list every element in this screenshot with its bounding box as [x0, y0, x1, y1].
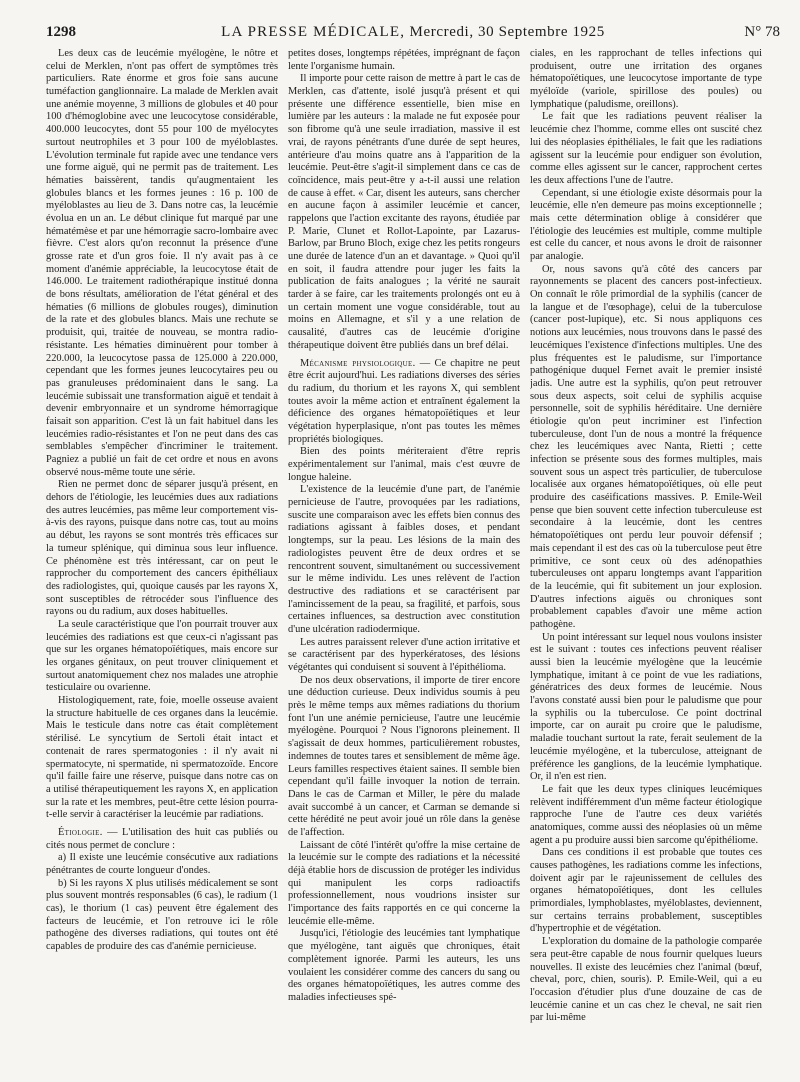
paragraph: Jusqu'ici, l'étiologie des leucémies tant lymphatique que myélogène, tant aiguës que chroniques, était complètement ignorée. Parmi les auteurs, les uns voulaient les considérer comme des cancers du sang ou des organes hématopoïétiques, les autres comme des maladies infectieuses spé- — [288, 928, 520, 1003]
page-number: 1298 — [46, 24, 76, 40]
paragraph: ciales, en les rapprochant de telles infections qui produisent, outre une irritation des organes hématopoïétiques, une leucocytose importante de type myéloïde (variole, spirillose des poules) ou lymphatique (paludisme, oreillons). — [530, 48, 762, 110]
section-intro: — L'utilisation des huit cas publiés ou cités nous permet de conclure : — [46, 826, 278, 851]
column-right — [530, 48, 762, 1078]
issue-date: Mercredi, 30 Septembre 1925 — [409, 24, 605, 40]
paragraph: Rien ne permet donc de séparer jusqu'à présent, en dehors de l'étiologie, les leucémies dues aux radiations des autres leucémies, pas même leur comportement vis-à-vis des rayons, puisque dans notre cas, tout au moins au début, les rayons se sont montrés très efficaces sur la tumeur splénique, qui diminua sous leur influence. Ce phénomène est très intéressant, car on peut le rapprocher du comportement des cancers épithéliaux des radiologistes, qui, quoique causés par les rayons X, sont susceptibles de rétrocéder sous l'influence des rayons ou du radium, aux doses habituelles. — [46, 479, 278, 618]
paragraph: La seule caractéristique que l'on pourrait trouver aux leucémies des radiations est que ceux-ci n'agissant pas que sur les organes hématopoïétiques, mais encore sur les organes génitaux, on peut trouver cliniquement et surtout anatomiquement chez nos malades une atrophie testiculaire ou ovarienne. — [46, 618, 278, 694]
paragraph: Or, nous savons qu'à côté des cancers par rayonnements se placent des cancers post-infectieux. On connaît le rôle primordial de la syphilis (cancer de la langue et de l'œsophage), celui de la tuberculose (cancer post-lupique), etc. Si nous appliquons ces notions aux leucémies, nous trouvons dans le passé des leucémiques l'existence d'infections multiples. Une des plus fréquentes est le paludisme, sur l'importance pathogénique duquel Fernet avait le premier insisté jadis. Une autre est la syphilis, qu'on peut retrouver sous deux aspects, soit celui de syphilis acquise personnelle, soit de syphilis héréditaire. Une dernière étiologie qu'on peut incriminer est l'infection tuberculeuse, dont l'un de nous a montré la fréquence chez les leucémiques avec Nanta, Rietti ; cette infection se présente sous des formes multiples, mais souvent sous un aspect très particulier, de tuberculose localisée aux organes hématopoïétiques, où elle peut produire des caséifications massives. P. Emile-Weil pense que bien souvent cette infection tuberculeuse est secondaire à la leucémie, dont les centres hématopoïétiques ont perdu leur pouvoir défensif ; mais cependant il est des cas où la tuberculose peut être primitive, ce sont ceux où des adénopathies tuberculeuses ont apparu longtemps avant l'apparition de la leucémie, qui fit subitement un jour explosion. D'autres infections aiguës ou chroniques sont probablement capables d'avoir une même action pathogène. — [530, 263, 762, 630]
issue-number: N° 78 — [744, 24, 780, 40]
paragraph: Bien des points mériteraient d'être repris expérimentalement sur l'animal, mais c'est œuvre de longue haleine. — [288, 446, 520, 483]
section-heading: Mécanisme physiologique. — [300, 357, 416, 369]
paragraph: Laissant de côté l'intérêt qu'offre la mise certaine de la leucémie sur le compte des radiations et la nécessité déjà établie hors de discussion de protéger les individus qui manipulent les corps radioactifs professionnellement, nous voudrions insister sur l'importance des faits rapportés en ce qui concerne la leucémie elle-même. — [288, 839, 520, 927]
paragraph: Les autres paraissent relever d'une action irritative et se caractérisent par des hyperkératoses, des lésions végétantes qui conduisent si souvent à l'épithélioma. — [288, 636, 520, 673]
paragraph: Cependant, si une étiologie existe désormais pour la leucémie, elle n'en demeure pas moins exceptionnelle ; mais cette détermination oblige à considérer que l'étiologie des leucémies est multiple, comme multiple est celle du cancer, et nous avons le droit de raisonner par analogie. — [530, 187, 762, 262]
column-left — [46, 48, 278, 1078]
paragraph: Dans ces conditions il est probable que toutes ces causes pathogènes, les radiations comme les infections, doivent agir par le rajeunissement de cellules des organes hématopoïétiques, dont les cellules primordiales, lymphoblastes, myéloblastes, deviennent, sur certains terrains probablement, susceptibles d'hypertrophie et de végétation. — [530, 847, 762, 935]
section-heading: Étiologie. — [58, 826, 103, 838]
section-intro: — Ce chapitre ne peut être écrit aujourd'hui. Les radiations diverses des séries du radium, du thorium et les rayons X, qui semblent toutes avoir la même action et entraînent également la déficience des organes hématopoïétiques et leur végétation hyperplasique, n'ont pas toutes les mêmes propriétés biologiques. — [288, 357, 520, 445]
paragraph: Les deux cas de leucémie myélogène, le nôtre et celui de Merklen, n'ont pas offert de symptômes très particuliers. Rate énorme et gros foie sans aucune tuméfaction ganglionnaire. La malade de Merklen avait une anémie moyenne, 3 millions de globules et 40 pour 100 d'hémoglobine avec une leucocytose considérable, 400.000 leucocytes, dont 55 pour 100 de myélocytes surtout neutrophiles et 3 pour 100 de myéloblastes. L'évolution terminale fut rapide avec une tendance vers une forme aiguë, qui ne permit pas de traitement. Les hématies baissèrent, tandis qu'augmentaient les globules blancs et les formes jeunes : 16 p. 100 de myéloblastes au lieu de 3. Dans notre cas, la leucémie évolua en un an. Le début clinique fut marqué par une hématémèse et par une hémorragie sacro-lombaire avec fièvre. C'est alors qu'on reconnut la présence d'une grosse rate et d'un gros foie. Il n'y avait pas à ce moment d'anémie appréciable, la leucocytose était de 146.000. Le traitement radiothérapique institué donna de bons résultats, amélioration de l'état général et des hématies (6 millions de globules rouges), diminution de la rate et des globules blancs. Mais une rechute se produisit, qui, traitée de nouveau, se montra radio-résistante. Les hématies diminuèrent pour tomber à 220.000, la leucocytose passa de 125.000 à 220.000, cependant que les formes jeunes leucocytaires peu ou pas granuleuses prédominaient dans le sang. La leucémie subissait une transformation aiguë et tendait à devenir embryonnaire et un syndrome hémorragique faisait son apparition. C'est là un fait habituel dans les leucémies radio-résistantes et l'on ne peut dans des cas semblables s'empêcher d'incriminer le traitement. Pagniez a publié un fait de cet ordre et nous en avons observé nous-même toute une série. — [46, 48, 278, 478]
paragraph: Le fait que les deux types cliniques leucémiques relèvent indifféremment d'un même facteur étiologique rapproche l'une de l'autre ces deux variétés anatomiques, comme aussi des néoplasies où un même agent a pu produire aussi bien sarcome qu'épithéliome. — [530, 783, 762, 846]
column-middle — [288, 48, 520, 1078]
conclusion-b: b) Si les rayons X plus utilisés médicalement se sont plus souvent montrés responsables (6 cas), le radium (1 cas), le thorium (1 cas) peuvent être également des facteurs de leucémie, et l'on retrouve ici le rôle pathogène des diverses radiations, qui toutes ont été capables de produire des cas d'anémie pernicieuse. — [46, 877, 278, 953]
section-etiologie — [46, 827, 278, 852]
paragraph: L'existence de la leucémie d'une part, de l'anémie pernicieuse de l'autre, provoquées par les radiations, suscite une comparaison avec les effets bien connus des radiations agissant à faibles doses, et pendant longtemps, sur la peau. Les lésions de la main des radiologistes peuvent être de deux ordres et se rencontrent souvent, simultanément ou successivement sur le même individu. Les unes relèvent de l'action destructive des radiations et se caractérisent par l'amincissement de la peau, sa fragilité, et parfois, sous certaines influences, sa destruction avec constitution d'une ulcération radiodermique. — [288, 484, 520, 635]
page-header — [46, 22, 780, 42]
paragraph: L'exploration du domaine de la pathologie comparée sera peut-être capable de nous fournir quelques lueurs nouvelles. Il existe des leucémies chez l'animal (bœuf, cheval, porc, chien, souris). P. Emile-Weil, qui a eu l'occasion d'étudier plus d'une douzaine de cas de leucémie canine et un cas chez le cheval, ne sait rien par lui-même — [530, 936, 762, 1024]
paragraph: petites doses, longtemps répétées, imprégnant de façon lente l'organisme humain. — [288, 48, 520, 72]
conclusion-a: a) Il existe une leucémie consécutive aux radiations pénétrantes de courte longueur d'ondes. — [46, 852, 278, 876]
section-mecanisme — [288, 358, 520, 447]
publication-title: LA PRESSE MÉDICALE, — [221, 24, 406, 40]
paragraph: Il importe pour cette raison de mettre à part le cas de Merklen, cas d'attente, isolé jusqu'à présent et qui présente une différence essentielle, bien mise en lumière par les auteurs : la malade ne fut exposée pour son fibrome qu'à une seule irradiation, massive il est vrai, de rayons pénétrants d'une durée de sept heures, antérieure d'au moins quatre ans à l'apparition de la leucémie. Peut-être s'agit-il simplement dans ce cas de coïncidence, mais peut-être y a-t-il aussi une relation de cause à effet. « Car, disent les auteurs, sans chercher en aucune façon à assimiler leucémie et cancer, rappelons que l'action excitante des rayons, étudiée par P. Marie, Clunet et Rollot-Lapointe, par Lazarus-Barlow, par Bruno Bloch, exige chez les petits rongeurs une durée de latence d'un an et davantage. » Quoi qu'il en soit, il faudra attendre pour juger les faits la publication de faits analogues ; la vérité ne saurait tarder à se faire, car les traitements prolongés ont eu à un certain moment une vogue considérable, tout au moins en Allemagne, et s'il y a une relation de causalité, d'autres cas de leucémie d'origine thérapeutique doivent être publiés dans un bref délai. — [288, 73, 520, 351]
paragraph: Un point intéressant sur lequel nous voulons insister est le suivant : toutes ces infections peuvent réaliser aussi bien la leucémie myélogène que la leucémie lymphatique, imitant à ce point de vue les radiations, génératrices des deux formes de leucémie. Nous l'avons constaté aussi bien pour le paludisme que pour la syphilis ou la tuberculose. Ce point doctrinal importe, car on aurait pu croire que le paludisme, maladie touchant surtout la rate, ferait seulement de la leucémie myélogène, et la tuberculose, atteignant de préférence les ganglions, de la leucémie lymphatique. Or, il n'en est rien. — [530, 631, 762, 783]
paragraph: Histologiquement, rate, foie, moelle osseuse avaient la structure habituelle de ces organes dans la leucémie. Mais le testicule dans notre cas était complètement stérilisé. Le syncytium de Sertoli était intact et contenait de rares spermatogonies : il n'y avait ni spermatocyte, ni spermatide, ni spermatozoïde. Encore qu'il faille faire une réserve, puisque dans notre cas on a utilisé thérapeutiquement les rayons X, en application sur la rate et les membres, peut-être cette lésion pourra-t-elle servir à caractériser la leucémie par radiations. — [46, 695, 278, 821]
paragraph: De nos deux observations, il importe de tirer encore une déduction curieuse. Deux individus soumis à peu près le même temps aux mêmes radiations du thorium font l'un une anémie pernicieuse, l'autre une leucémie myélogène. Pourquoi ? Nous l'ignorons pleinement. Il s'agissait de deux hommes, particulièrement robustes, indemnes de toutes tares et sensiblement de même âge. Leurs familles respectives étaient saines. Il semble bien cependant qu'il faille invoquer la notion de terrain. Dans le cas de Carman et Miller, le père du malade avait succombé à un cancer, et Carman se demande si cette hérédité ne peut avoir joué un rôle dans la genèse de l'affection. — [288, 674, 520, 838]
paragraph: Le fait que les radiations peuvent réaliser la leucémie chez l'homme, comme elles ont suscité chez lui des néoplasies épithéliales, le fait que les radiations agissent sur la leucémie pour endiguer son évolution, comme elles agissent sur le cancer, rapprochent certes les deux affections l'une de l'autre. — [530, 111, 762, 186]
running-title — [46, 22, 780, 42]
